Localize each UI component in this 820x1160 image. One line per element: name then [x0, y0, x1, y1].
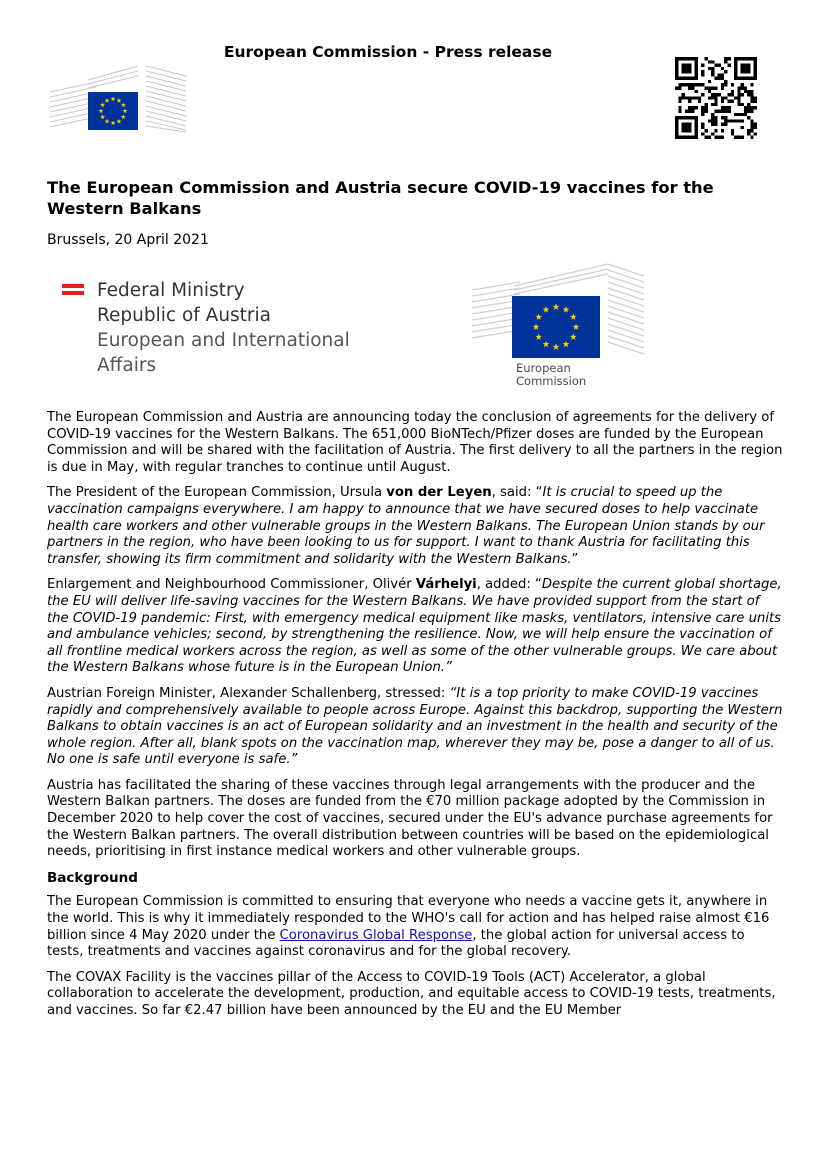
- austrian-ministry-logo: [62, 278, 372, 378]
- qr-code: [675, 57, 757, 139]
- ec-logo-label-line-1: European: [516, 361, 571, 375]
- person-name: Várhelyi: [415, 577, 477, 593]
- quote: “It is a top priority to make COVID-19 vaccines rapidly and comprehensively available to people across Europe. Against this backdrop, supporting the Western Balkans to obtain vaccines is an act of European solidarity and an investment in the health and security of the whole region. After all, blank spots on the vaccination map, wherever they may be, pose a danger to all of us. No one is safe until everyone is safe.”: [47, 685, 783, 768]
- paragraph-4: Austrian Foreign Minister, Alexander Schallenberg, stressed: “It is a top priority to make COVID-19 vaccines rapidly and comprehensively available to people across Europe. Against this backdrop, supporting the Western Balkans to obtain vaccines is an act of European solidarity and an investment in the health and security of the whole region. After all, blank spots on the vaccination map, wherever they may be, pose a danger to all of us. No one is safe until everyone is safe.”: [47, 685, 783, 768]
- paragraph-7: The COVAX Facility is the vaccines pillar of the Access to COVID-19 Tools (ACT) Accelerator, a global collaboration to accelerate the development, production, and equitable access to COVID-19 tests, treatments, and vaccines. So far €2.47 billion have been announced by the EU and the EU Member: [47, 969, 776, 1018]
- paragraph-3: Enlargement and Neighbourhood Commissioner, Olivér Várhelyi, added: “Despite the current global shortage, the EU will deliver life-saving vaccines for the Western Balkans. We have provided support from the start of the COVID-19 pandemic: First, with emergency medical equipment like masks, ventilators, intensive care units and ambulance vehicles; second, by strengthening the resilience. Now, we will help ensure the vaccination of all frontline medical workers across the region, as well as some of the other vulnerable groups. We care about the Western Balkans whose future is in the European Union.”: [47, 577, 782, 676]
- ministry-line-4: Affairs: [97, 355, 157, 376]
- article-body: [47, 410, 783, 1029]
- background-heading: Background: [47, 869, 138, 886]
- quote: It is crucial to speed up the vaccination campaigns everywhere. I am happy to announce that we have secured doses to help vaccinate health care workers and other vulnerable groups in the Western Balkans. The European Union stands by our partners in the region, who have been looking to us for support. I want to thank Austria for facilitating this transfer, showing its firm commitment and solidarity with the Western Balkans.: [47, 485, 765, 567]
- press-release-header: European Commission - Press release: [223, 43, 553, 61]
- paragraph-1: The European Commission and Austria are announcing today the conclusion of agreements for the delivery of COVID-19 vaccines for the Western Balkans. The 651,000 BioNTech/Pfizer doses are funded by the European Commission and will be shared with the facilitation of Austria. The first delivery to all the partners in the region is due in May, with regular tranches to continue until August.: [47, 410, 783, 475]
- dateline: Brussels, 20 April 2021: [47, 232, 209, 248]
- austria-flag-icon: [62, 284, 84, 298]
- paragraph-2: The President of the European Commission, Ursula von der Leyen, said: “It is crucial to speed up the vaccination campaigns everywhere. I am happy to announce that we have secured doses to help vaccinate health care workers and other vulnerable groups in the Western Balkans. The European Union stands by our partners in the region, who have been looking to us for support. I want to thank Austria for facilitating this transfer, showing its firm commitment and solidarity with the Western Balkans.”: [47, 485, 765, 567]
- coronavirus-global-response-link[interactable]: Coronavirus Global Response: [279, 927, 473, 943]
- ec-logo-label-line-2: Commission: [516, 374, 587, 388]
- person-name: von der Leyen: [386, 485, 492, 501]
- paragraph-6: The European Commission is committed to ensuring that everyone who needs a vaccine gets it, anywhere in the world. This is why it immediately responded to the WHO's call for action and has helped raise almost €16 billion since 4 May 2020 under the Coronavirus Global Response, the global action for universal access to tests, treatments and vaccines against coronavirus and for the global recovery.: [47, 894, 770, 960]
- article-title: The European Commission and Austria secure COVID-19 vaccines for the Western Balkans: [47, 178, 714, 218]
- european-commission-logo: [48, 62, 188, 134]
- quote: Despite the current global shortage, the EU will deliver life-saving vaccines for the Western Balkans. We have provided support from the start of the COVID-19 pandemic: First, with emergency medical equipment like masks, ventilators, intensive care units and ambulance vehicles; second, by strengthening the resilience. Now, we will help ensure the vaccination of all frontline medical workers across the region, as well as some of the other vulnerable groups. We care about the Western Balkans whose future is in the European Union.”: [47, 577, 782, 676]
- ministry-line-3: European and International: [97, 330, 350, 351]
- ministry-line-2: Republic of Austria: [97, 305, 272, 326]
- ministry-line-1: Federal Ministry: [97, 280, 245, 301]
- paragraph-5: Austria has facilitated the sharing of these vaccines through legal arrangements with the producer and the Western Balkan partners. The doses are funded from the €70 million package adopted by the Commission in December 2020 to help cover the cost of vaccines, secured under the EU's advance purchase agreements for the Western Balkan partners. The overall distribution between countries will be based on the epidemiological needs, prioritising in first instance medical workers and other vulnerable groups.: [47, 777, 773, 860]
